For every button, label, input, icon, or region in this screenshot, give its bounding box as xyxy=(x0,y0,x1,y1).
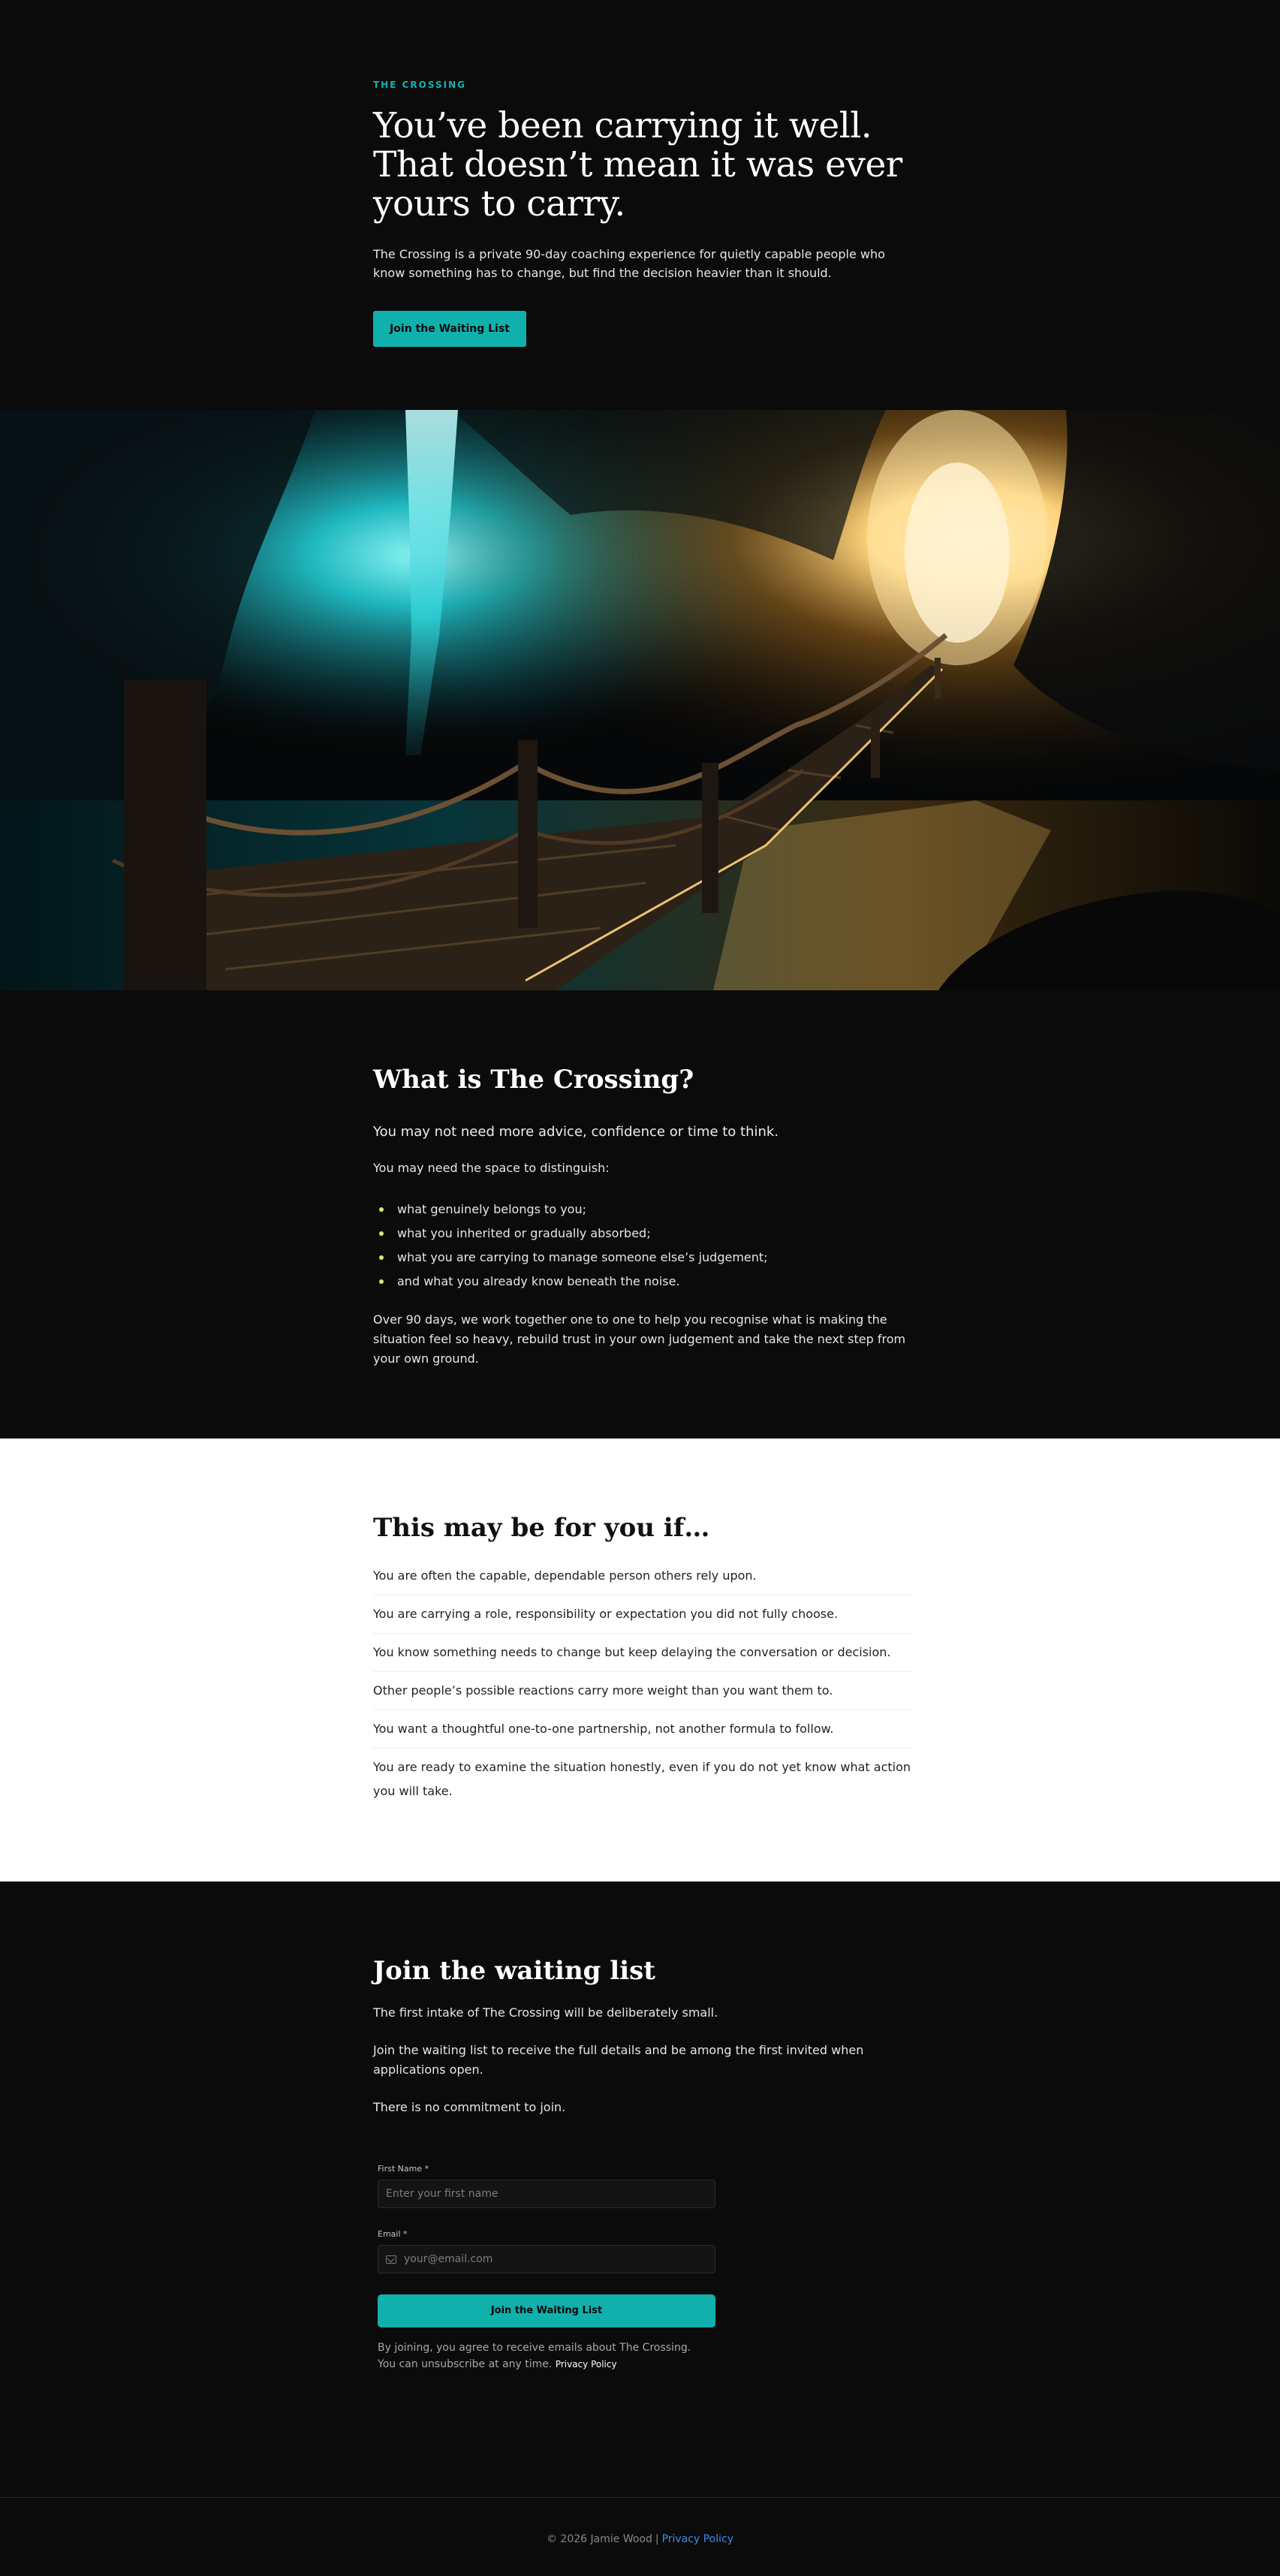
for-you-section xyxy=(0,1439,1280,1882)
first-name-input[interactable] xyxy=(378,2180,715,2208)
join-heading: Join the waiting list xyxy=(373,1956,655,1986)
email-label: Email * xyxy=(378,2229,408,2239)
list-item: You are ready to examine the situation honestly, even if you do not yet know what action you will take. xyxy=(373,1760,911,1798)
hero-lede: The Crossing is a private 90-day coaching experience for quietly capable people who know something has to change, but find the decision heavier than it should. xyxy=(373,247,885,280)
email-placeholder: your@email.com xyxy=(404,2253,493,2265)
hero-heading: You’ve been carrying it well. That doesn’t mean it was ever yours to carry. xyxy=(373,105,902,224)
list-item: You are often the capable, dependable person others rely upon. xyxy=(373,1557,914,1595)
first-name-placeholder: Enter your first name xyxy=(386,2188,498,2200)
hero-image xyxy=(0,410,1280,990)
what-big-statement: You may not need more advice, confidence or time to think. xyxy=(373,1124,779,1140)
what-section xyxy=(0,990,1280,1439)
what-closing: Over 90 days, we work together one to one to help you recognise what is making the situation feel so heavy, rebuild trust in your own judgement and take the next step from your own ground. xyxy=(373,1312,906,1366)
hero-section xyxy=(0,0,1280,410)
waiting-list-section xyxy=(0,1882,1280,2497)
distinguish-list xyxy=(373,1198,914,1294)
consent-line-2: You can unsubscribe at any time. xyxy=(378,2358,553,2370)
footer-separator: | xyxy=(655,2533,659,2545)
join-paragraph: There is no commitment to join. xyxy=(373,2100,566,2114)
bullet-icon xyxy=(379,1255,384,1260)
waiting-list-form xyxy=(373,2164,718,2373)
what-intro: You may need the space to distinguish: xyxy=(373,1161,610,1175)
consent-note xyxy=(378,2339,718,2373)
list-item: what genuinely belongs to you; xyxy=(373,1198,914,1222)
list-item: and what you already know beneath the noise. xyxy=(373,1270,914,1294)
list-item: You know something needs to change but keep delaying the conversation or decision. xyxy=(373,1634,914,1672)
mail-icon xyxy=(386,2255,396,2264)
email-input[interactable] xyxy=(378,2245,715,2273)
hero-join-button[interactable]: Join the Waiting List xyxy=(373,311,526,347)
eyebrow-label: THE CROSSING xyxy=(373,80,466,90)
list-item: You are carrying a role, responsibility or expectation you did not fully choose. xyxy=(373,1595,914,1634)
submit-join-button[interactable]: Join the Waiting List xyxy=(378,2294,715,2327)
bullet-icon xyxy=(379,1279,384,1284)
join-paragraph: Join the waiting list to receive the full details and be among the first invited when applications open. xyxy=(373,2043,864,2077)
form-privacy-link[interactable]: Privacy Policy xyxy=(555,2359,617,2370)
join-paragraph: The first intake of The Crossing will be deliberately small. xyxy=(373,2005,718,2020)
bridge-cave-illustration xyxy=(0,410,1280,990)
for-you-list xyxy=(373,1557,914,1810)
list-item: Other people’s possible reactions carry more weight than you want them to. xyxy=(373,1672,914,1710)
copyright-text: © 2026 Jamie Wood xyxy=(546,2533,652,2545)
bullet-icon xyxy=(379,1207,384,1212)
footer xyxy=(0,2497,1280,2575)
bullet-icon xyxy=(379,1231,384,1236)
consent-line-1: By joining, you agree to receive emails about The Crossing. xyxy=(378,2342,691,2354)
list-item: You want a thoughtful one-to-one partnership, not another formula to follow. xyxy=(373,1710,914,1749)
list-item: what you inherited or gradually absorbed; xyxy=(373,1222,914,1246)
footer-privacy-link[interactable]: Privacy Policy xyxy=(661,2533,733,2545)
for-you-heading: This may be for you if… xyxy=(373,1513,710,1543)
first-name-label: First Name * xyxy=(378,2164,429,2174)
what-heading: What is The Crossing? xyxy=(373,1065,694,1095)
list-item: what you are carrying to manage someone else’s judgement; xyxy=(373,1246,914,1270)
